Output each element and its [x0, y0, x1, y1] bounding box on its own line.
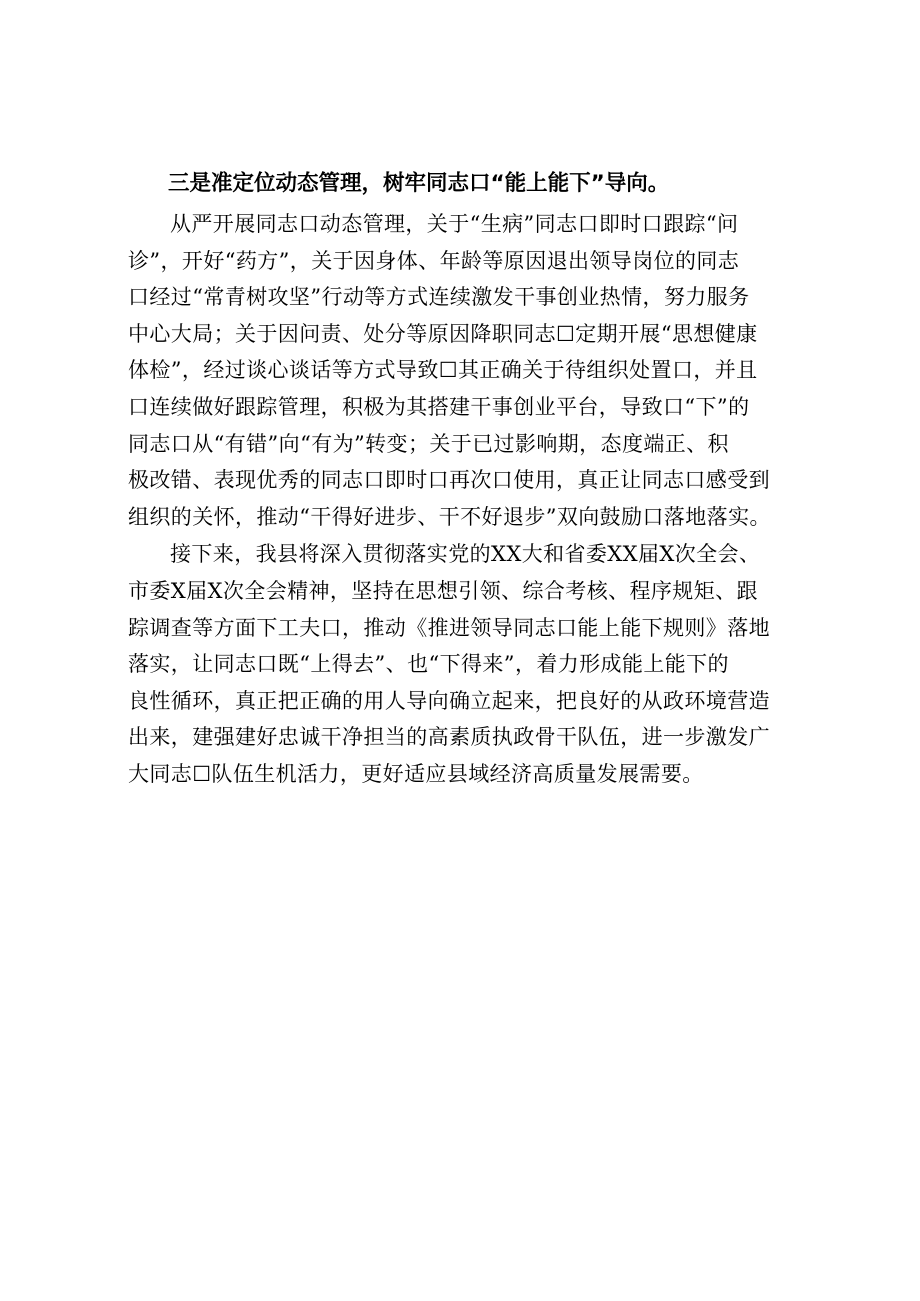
paragraph-line: 口连续做好跟踪管理，积极为其搭建干事创业平台，导致口“下”的 [128, 394, 750, 419]
paragraph-line: 极改错、表现优秀的同志口即时口再次口使用，真正让同志口感受到 [128, 468, 770, 493]
paragraph-line: 口经过“常青树攻坚”行动等方式连续激发干事创业热情，努力服务 [128, 285, 750, 310]
paragraph-line: 中心大局；关于因问责、处分等原因降职同志☐定期开展“思想健康 [128, 321, 758, 346]
paragraph-line: 诊”，开好“药方”，关于因身体、年龄等原因退出领导岗位的同志 [128, 248, 740, 273]
paragraph-1 [128, 206, 808, 535]
paragraph-line: 组织的关怀，推动“干得好进步、干不好退步”双向鼓励口落地落实。 [128, 504, 771, 529]
paragraph-line: 踪调查等方面下工夫口，推动《推进领导同志口能上能下规则》落地 [128, 615, 770, 640]
paragraph-line: 同志口从“有错”向“有为”转变；关于已过影响期，态度端正、积 [128, 431, 729, 456]
paragraph-line: 出来，建强建好忠诚干净担当的高素质执政骨干队伍，进一步激发广 [128, 725, 770, 750]
paragraph-line: 良性循环，真正把正确的用人导向确立起来，把良好的从政环境营造 [128, 688, 770, 713]
paragraph-line: 落实，让同志口既“上得去”、也“下得来”，着力形成能上能下的 [128, 652, 729, 677]
section-heading: 三是准定位动态管理，树牢同志口“能上能下”导向。 [168, 171, 670, 196]
document-body [128, 166, 808, 793]
paragraph-line: 从严开展同志口动态管理，关于“生病”同志口即时口跟踪“问 [170, 212, 739, 236]
paragraph-line: 市委X届X次全会精神，坚持在思想引领、综合考核、程序规矩、跟 [128, 578, 758, 603]
paragraph-line: 大同志☐队伍生机活力，更好适应县域经济高质量发展需要。 [128, 761, 704, 786]
paragraph-line: 接下来，我县将深入贯彻落实党的XX大和省委XX届X次全会、 [170, 542, 761, 567]
paragraph-line: 体检”，经过谈心谈话等方式导致☐其正确关于待组织处置口，并且 [128, 358, 758, 383]
paragraph-2 [128, 536, 808, 792]
